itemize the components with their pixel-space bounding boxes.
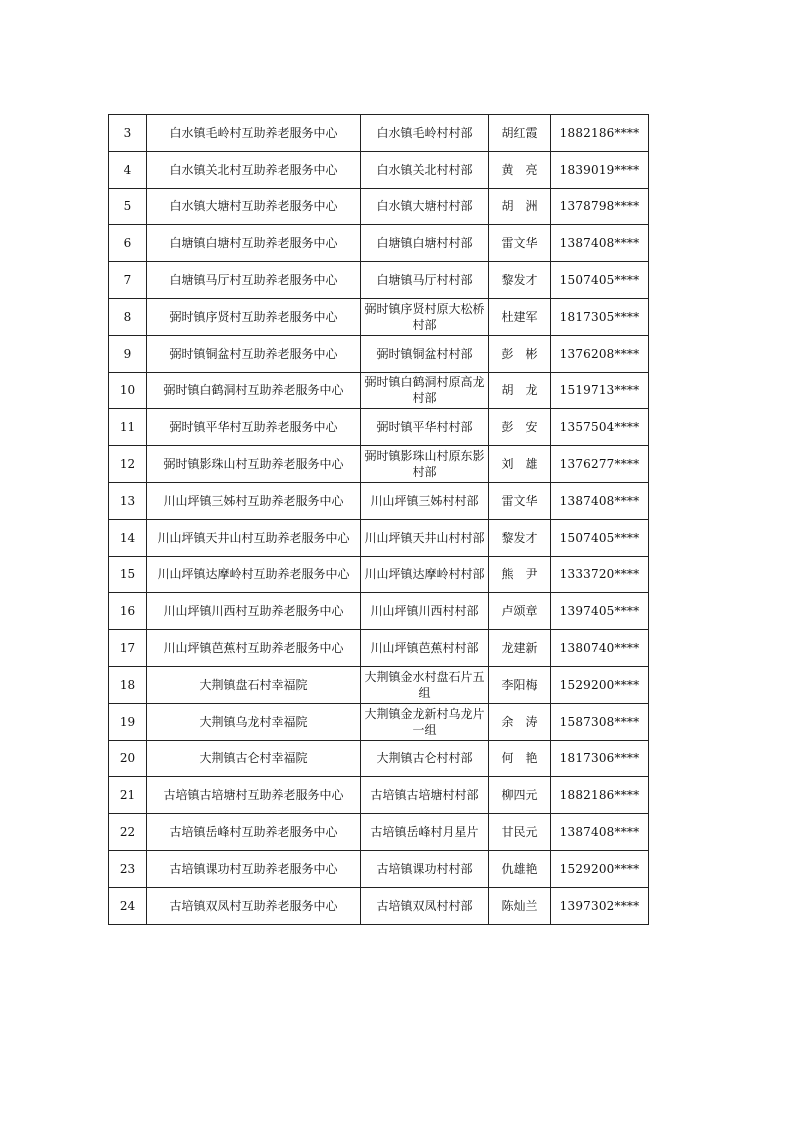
center-address: 大荆镇金水村盘石片五组	[361, 666, 489, 703]
center-name: 古培镇岳峰村互助养老服务中心	[147, 814, 361, 851]
row-number: 19	[109, 703, 147, 740]
center-name: 弼时镇白鹤洞村互助养老服务中心	[147, 372, 361, 409]
contact-person: 熊 尹	[489, 556, 551, 593]
center-address: 弼时镇铜盆村村部	[361, 335, 489, 372]
contact-person: 陈灿兰	[489, 887, 551, 924]
table-row	[109, 482, 649, 519]
row-number: 18	[109, 666, 147, 703]
contact-phone: 1333720****	[551, 556, 649, 593]
contact-person: 仇雄艳	[489, 850, 551, 887]
center-address: 弼时镇影珠山村原东影村部	[361, 446, 489, 483]
row-number: 3	[109, 115, 147, 152]
row-number: 12	[109, 446, 147, 483]
contact-person: 胡 洲	[489, 188, 551, 225]
center-name: 大荆镇乌龙村幸福院	[147, 703, 361, 740]
center-name: 古培镇课功村互助养老服务中心	[147, 850, 361, 887]
contact-phone: 1376277****	[551, 446, 649, 483]
center-name: 古培镇古培塘村互助养老服务中心	[147, 777, 361, 814]
table-row	[109, 703, 649, 740]
center-name: 白塘镇马厅村互助养老服务中心	[147, 262, 361, 299]
contact-person: 黎发才	[489, 262, 551, 299]
contact-person: 柳四元	[489, 777, 551, 814]
center-address: 古培镇岳峰村月星片	[361, 814, 489, 851]
table-row	[109, 850, 649, 887]
contact-person: 雷文华	[489, 482, 551, 519]
contact-phone: 1380740****	[551, 630, 649, 667]
center-address: 川山坪镇达摩岭村村部	[361, 556, 489, 593]
center-address: 弼时镇序贤村原大松桥村部	[361, 298, 489, 335]
row-number: 16	[109, 593, 147, 630]
table-row	[109, 814, 649, 851]
table-row	[109, 446, 649, 483]
contact-phone: 1397302****	[551, 887, 649, 924]
center-name: 川山坪镇三姊村互助养老服务中心	[147, 482, 361, 519]
row-number: 8	[109, 298, 147, 335]
table-row	[109, 225, 649, 262]
center-address: 古培镇双凤村村部	[361, 887, 489, 924]
contact-person: 李阳梅	[489, 666, 551, 703]
center-address: 白水镇大塘村村部	[361, 188, 489, 225]
table-row	[109, 740, 649, 777]
table-row	[109, 188, 649, 225]
center-name: 白水镇毛岭村互助养老服务中心	[147, 115, 361, 152]
center-name: 大荆镇古仑村幸福院	[147, 740, 361, 777]
row-number: 10	[109, 372, 147, 409]
contact-phone: 1587308****	[551, 703, 649, 740]
table-body	[109, 115, 649, 925]
center-address: 川山坪镇芭蕉村村部	[361, 630, 489, 667]
table-row	[109, 630, 649, 667]
center-address: 古培镇古培塘村村部	[361, 777, 489, 814]
center-name: 白水镇大塘村互助养老服务中心	[147, 188, 361, 225]
table-row	[109, 887, 649, 924]
row-number: 13	[109, 482, 147, 519]
table-row	[109, 409, 649, 446]
table-row	[109, 262, 649, 299]
contact-phone: 1839019****	[551, 151, 649, 188]
row-number: 22	[109, 814, 147, 851]
center-name: 川山坪镇芭蕉村互助养老服务中心	[147, 630, 361, 667]
contact-phone: 1817306****	[551, 740, 649, 777]
center-name: 弼时镇序贤村互助养老服务中心	[147, 298, 361, 335]
center-address: 古培镇课功村村部	[361, 850, 489, 887]
contact-phone: 1817305****	[551, 298, 649, 335]
contact-phone: 1507405****	[551, 262, 649, 299]
center-address: 川山坪镇三姊村村部	[361, 482, 489, 519]
contact-phone: 1882186****	[551, 115, 649, 152]
center-address: 大荆镇金龙新村乌龙片一组	[361, 703, 489, 740]
table-row	[109, 593, 649, 630]
center-address: 白塘镇马厅村村部	[361, 262, 489, 299]
center-address: 弼时镇白鹤洞村原高龙村部	[361, 372, 489, 409]
center-address: 大荆镇古仑村村部	[361, 740, 489, 777]
table-row	[109, 115, 649, 152]
contact-person: 黄 亮	[489, 151, 551, 188]
row-number: 5	[109, 188, 147, 225]
contact-person: 彭 安	[489, 409, 551, 446]
contact-person: 胡红霞	[489, 115, 551, 152]
row-number: 21	[109, 777, 147, 814]
center-name: 弼时镇平华村互助养老服务中心	[147, 409, 361, 446]
contact-person: 甘民元	[489, 814, 551, 851]
contact-person: 雷文华	[489, 225, 551, 262]
table-row	[109, 519, 649, 556]
contact-phone: 1387408****	[551, 482, 649, 519]
row-number: 20	[109, 740, 147, 777]
row-number: 14	[109, 519, 147, 556]
contact-person: 刘 雄	[489, 446, 551, 483]
center-name: 川山坪镇天井山村互助养老服务中心	[147, 519, 361, 556]
contact-phone: 1387408****	[551, 814, 649, 851]
center-name: 白塘镇白塘村互助养老服务中心	[147, 225, 361, 262]
center-address: 川山坪镇天井山村村部	[361, 519, 489, 556]
table-row	[109, 556, 649, 593]
contact-phone: 1529200****	[551, 666, 649, 703]
contact-phone: 1387408****	[551, 225, 649, 262]
contact-person: 杜建军	[489, 298, 551, 335]
row-number: 24	[109, 887, 147, 924]
contact-person: 何 艳	[489, 740, 551, 777]
row-number: 17	[109, 630, 147, 667]
center-name: 川山坪镇川西村互助养老服务中心	[147, 593, 361, 630]
contact-phone: 1357504****	[551, 409, 649, 446]
center-name: 大荆镇盘石村幸福院	[147, 666, 361, 703]
center-name: 白水镇关北村互助养老服务中心	[147, 151, 361, 188]
center-address: 川山坪镇川西村村部	[361, 593, 489, 630]
center-address: 弼时镇平华村村部	[361, 409, 489, 446]
row-number: 15	[109, 556, 147, 593]
center-name: 川山坪镇达摩岭村互助养老服务中心	[147, 556, 361, 593]
center-address: 白塘镇白塘村村部	[361, 225, 489, 262]
table-row	[109, 298, 649, 335]
contact-person: 余 涛	[489, 703, 551, 740]
contact-person: 龙建新	[489, 630, 551, 667]
contact-phone: 1376208****	[551, 335, 649, 372]
contact-phone: 1529200****	[551, 850, 649, 887]
table-row	[109, 372, 649, 409]
table-row	[109, 777, 649, 814]
row-number: 23	[109, 850, 147, 887]
contact-person: 黎发才	[489, 519, 551, 556]
row-number: 11	[109, 409, 147, 446]
contact-phone: 1397405****	[551, 593, 649, 630]
contact-phone: 1882186****	[551, 777, 649, 814]
contact-person: 卢颂章	[489, 593, 551, 630]
row-number: 7	[109, 262, 147, 299]
center-address: 白水镇毛岭村村部	[361, 115, 489, 152]
row-number: 4	[109, 151, 147, 188]
center-name: 弼时镇铜盆村互助养老服务中心	[147, 335, 361, 372]
table-row	[109, 666, 649, 703]
row-number: 9	[109, 335, 147, 372]
table-row	[109, 335, 649, 372]
table-row	[109, 151, 649, 188]
contact-person: 胡 龙	[489, 372, 551, 409]
contact-phone: 1378798****	[551, 188, 649, 225]
contact-phone: 1519713****	[551, 372, 649, 409]
center-name: 古培镇双凤村互助养老服务中心	[147, 887, 361, 924]
center-name: 弼时镇影珠山村互助养老服务中心	[147, 446, 361, 483]
contact-phone: 1507405****	[551, 519, 649, 556]
center-address: 白水镇关北村村部	[361, 151, 489, 188]
row-number: 6	[109, 225, 147, 262]
contact-person: 彭 彬	[489, 335, 551, 372]
elderly-care-center-table	[108, 114, 649, 925]
